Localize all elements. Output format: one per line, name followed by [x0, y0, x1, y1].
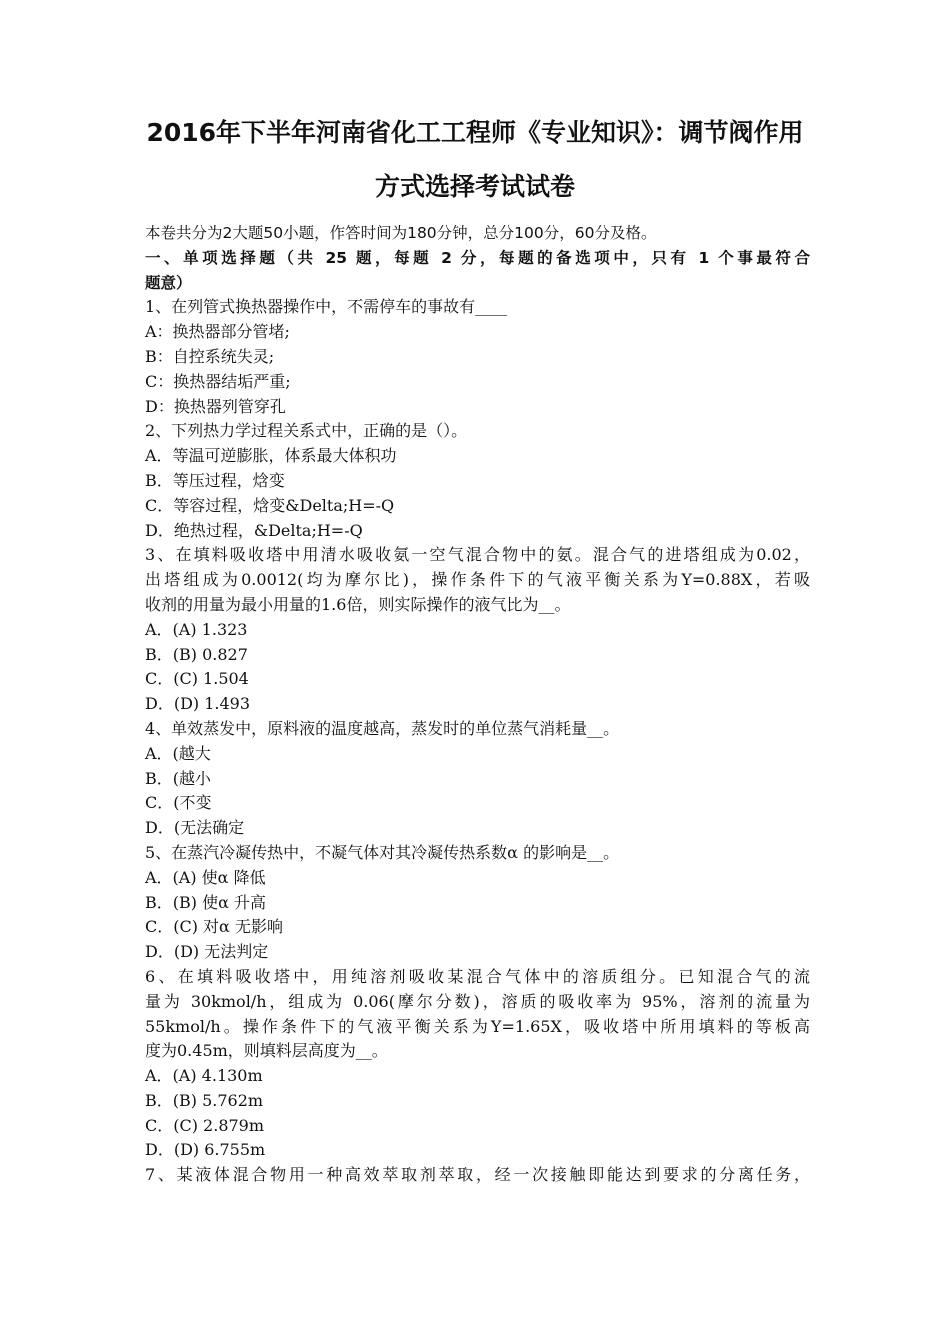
document-body — [145, 221, 810, 1188]
question-4-option-c: C．(不变 — [145, 793, 212, 813]
question-2-option-a: A．等温可逆膨胀，体系最大体积功 — [145, 446, 397, 466]
section-heading-line2: 题意） — [145, 273, 192, 292]
question-7-stem-line1: 7、某液体混合物用一种高效萃取剂萃取，经一次接触即能达到要求的分离任务， — [145, 1165, 810, 1185]
question-4-option-d: D．(无法确定 — [145, 818, 245, 838]
exam-intro: 本卷共分为2大题50小题，作答时间为180分钟，总分100分，60分及格。 — [145, 224, 657, 242]
question-3-stem-line1: 3、在填料吸收塔中用清水吸收氨一空气混合物中的氨。混合气的进塔组成为0.02， — [145, 545, 810, 565]
question-1-option-d: D：换热器列管穿孔 — [145, 396, 286, 416]
question-3-option-a: A．(A) 1.323 — [145, 619, 248, 639]
question-1-option-a: A：换热器部分管堵; — [145, 322, 290, 342]
document-title-line2: 方式选择考试试卷 — [374, 172, 575, 201]
question-3-stem-line2: 出塔组成为0.0012(均为摩尔比)，操作条件下的气液平衡关系为Y=0.88X，若吸 — [145, 570, 810, 590]
question-6-stem-line3: 55kmol/h。操作条件下的气液平衡关系为Y=1.65X，吸收塔中所用填料的等板高 — [145, 1016, 810, 1036]
question-5-option-d: D．(D) 无法判定 — [145, 942, 269, 962]
question-3-option-d: D．(D) 1.493 — [145, 694, 251, 714]
question-1-stem: 1、在列管式换热器操作中，不需停车的事故有____ — [145, 297, 508, 317]
question-1-option-b: B：自控系统失灵; — [145, 346, 275, 366]
question-1-option-c: C：换热器结垢严重; — [145, 371, 291, 391]
question-5-option-a: A．(A) 使α 降低 — [145, 867, 266, 887]
question-2-stem: 2、下列热力学过程关系式中，正确的是（）。 — [145, 421, 468, 441]
question-2-option-c: C．等容过程，焓变&Delta;H=-Q — [145, 495, 395, 515]
question-6-stem-line4: 度为0.45m，则填料层高度为__。 — [145, 1041, 388, 1061]
question-6-stem-line2: 量为 30kmol/h，组成为 0.06(摩尔分数)，溶质的吸收率为 95%，溶剂的流量为 — [145, 991, 810, 1011]
question-4-stem: 4、单效蒸发中，原料液的温度越高，蒸发时的单位蒸气消耗量__。 — [145, 718, 620, 738]
question-2-option-d: D．绝热过程，&Delta;H=-Q — [145, 520, 363, 540]
question-6-option-b: B．(B) 5.762m — [145, 1090, 264, 1110]
question-3-option-b: B．(B) 0.827 — [145, 644, 248, 664]
question-5-option-b: B．(B) 使α 升高 — [145, 892, 266, 912]
section-heading-line1: 一、单项选择题（共 25 题，每题 2 分，每题的备选项中，只有 1 个事最符合 — [145, 248, 810, 267]
question-3-stem-line3: 收剂的用量为最小用量的1.6倍，则实际操作的液气比为__。 — [145, 594, 571, 614]
question-3-option-c: C．(C) 1.504 — [145, 669, 249, 689]
question-4-option-b: B．(越小 — [145, 768, 212, 788]
document-title-line1: 2016年下半年河南省化工工程师《专业知识》：调节阀作用 — [146, 118, 804, 147]
question-6-option-a: A．(A) 4.130m — [145, 1066, 263, 1086]
question-6-option-d: D．(D) 6.755m — [145, 1140, 266, 1160]
question-6-stem-line1: 6、在填料吸收塔中，用纯溶剂吸收某混合气体中的溶质组分。已知混合气的流 — [145, 966, 810, 986]
question-4-option-a: A．(越大 — [145, 743, 211, 763]
question-6-option-c: C．(C) 2.879m — [145, 1115, 265, 1135]
question-2-option-b: B．等压过程，焓变 — [145, 470, 285, 490]
question-5-stem: 5、在蒸汽冷凝传热中，不凝气体对其冷凝传热系数α 的影响是__。 — [145, 842, 620, 862]
question-5-option-c: C．(C) 对α 无影响 — [145, 917, 283, 937]
